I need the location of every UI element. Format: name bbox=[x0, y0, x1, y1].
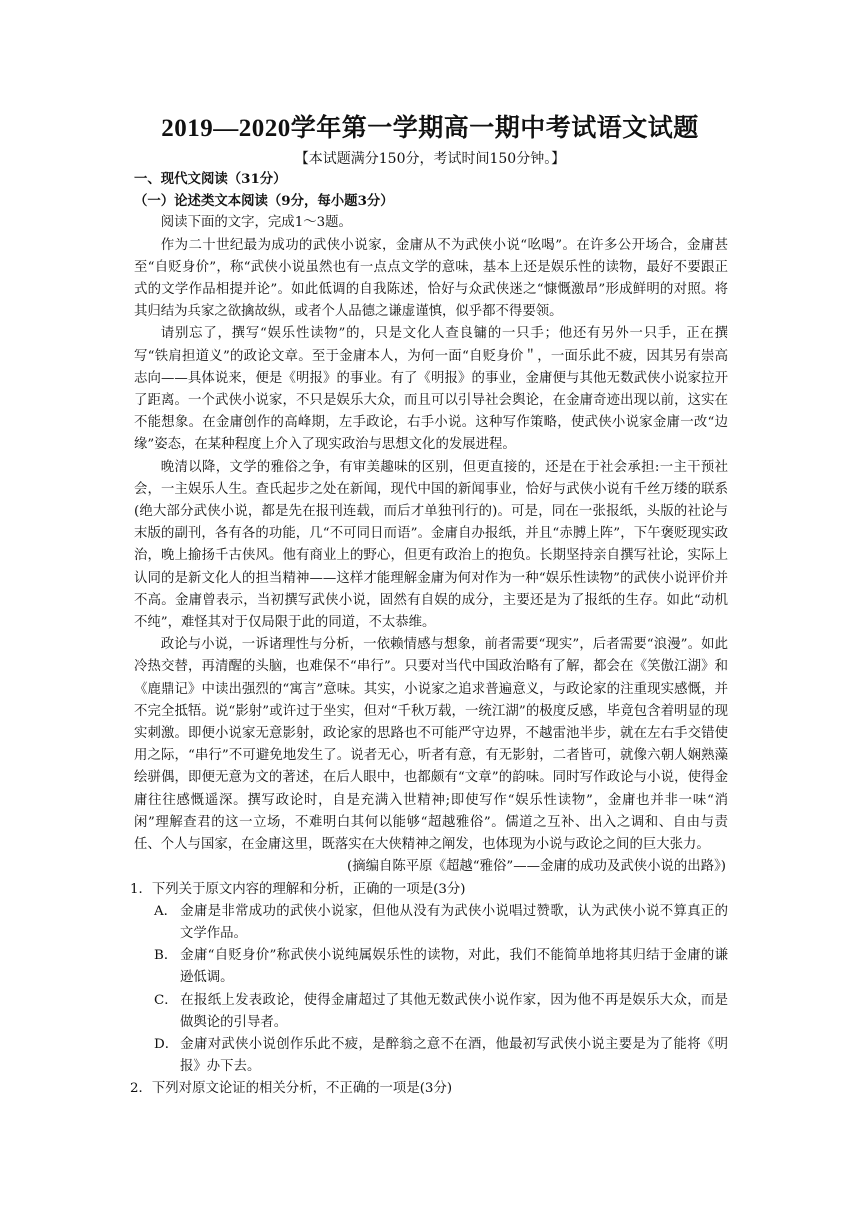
question-1-stem: 1．下列关于原文内容的理解和分析，正确的一项是(3分) bbox=[129, 881, 466, 897]
passage-paragraph-2: 请别忘了，撰写“娱乐性读物”的，只是文化人查良镛的一只手；他还有另外一只手，正在撰写“铁肩担道义”的政论文章。至于金庸本人，为何一面“自贬身价＂，一面乐此不疲，因其另有崇高志向——具体说来，便是《明报》的事业。有了《明报》的事业，金庸便与其他无数武侠小说家拉开了距离。一个武侠小说家，不只是娱乐大众，而且可以引导社会舆论，在金庸奇迹出现以前，这实在不能想象。在金庸创作的高峰期，左手政论，右手小说。这种写作策略，使武侠小说家金庸一改“边缘”姿态，在某种程度上介入了现实政治与思想文化的发展进程。 bbox=[134, 326, 728, 453]
option-text: 金庸“自贬身价”称武侠小说纯属娱乐性的读物，对此，我们不能简单地将其归结于金庸的谦逊低调。 bbox=[180, 948, 728, 986]
option-text: 在报纸上发表政论，使得金庸超过了其他无数武侠小说作家，因为他不再是娱乐大众，而是做舆论的引导者。 bbox=[180, 992, 728, 1030]
reading-instruction: 阅读下面的文字，完成1～3题。 bbox=[160, 215, 352, 231]
option-label: C． bbox=[154, 992, 178, 1008]
passage-source: (摘编自陈平原《超越“雅俗”——金庸的成功及武侠小说的出路》) bbox=[347, 859, 726, 875]
question-1-option-a bbox=[134, 901, 728, 945]
option-label: D． bbox=[154, 1036, 179, 1052]
exam-title: 2019—2020学年第一学期高一期中考试语文试题 bbox=[161, 115, 699, 142]
option-text: 金庸是非常成功的武侠小说家，但他从没有为武侠小说唱过赞歌，认为武侠小说不算真正的文学作品。 bbox=[180, 903, 728, 941]
exam-subtitle: 【本试题满分150分，考试时间150分钟。】 bbox=[294, 151, 566, 167]
passage-paragraph-3: 晚清以降，文学的雅俗之争，有审美趣味的区别，但更直接的，还是在于社会承担:一主干预社会，一主娱乐人生。查氏起步之处在新闻，现代中国的新闻事业，恰好与武侠小说有千丝万缕的联系(绝大部分武侠小说，都是先在报刊连载，而后才单独刊行的)。可是，同在一张报纸，头版的社论与末版的副刊，各有各的功能，几“不可同日而语”。金庸自办报纸，并且“赤膊上阵”，下午褒贬现实政治，晚上揄扬千古侠风。他有商业上的野心，但更有政治上的抱负。长期坚持亲自撰写社论，实际上认同的是新文化人的担当精神——这样才能理解金庸为何对作为一种“娱乐性读物”的武侠小说评价并不高。金庸曾表示，当初撰写武侠小说，固然有自娱的成分，主要还是为了报纸的生存。如此“动机不纯”，难怪其对于仅局限于此的同道，不太恭维。 bbox=[134, 459, 728, 631]
subsection-heading: （一）论述类文本阅读（9分，每小题3分） bbox=[134, 193, 394, 210]
question-1-option-b bbox=[134, 945, 728, 989]
section-heading: 一、现代文阅读（31分） bbox=[134, 171, 287, 187]
passage-paragraph-1: 作为二十世纪最为成功的武侠小说家，金庸从不为武侠小说“吆喝”。在许多公开场合，金庸甚至“自贬身价”，称“武侠小说虽然也有一点点文学的意味，基本上还是娱乐性的读物，最好不要跟正式的文学作品相提并论”。如此低调的自我陈述，恰好与众武侠迷之“慷慨激昂”形成鲜明的对照。将其归结为兵家之欲擒故纵，或者个人品德之谦虚谨慎，似乎都不得要领。 bbox=[134, 237, 728, 320]
option-label: A． bbox=[154, 903, 178, 919]
passage-paragraph-4: 政论与小说，一诉诸理性与分析，一依赖情感与想象，前者需要“现实”，后者需要“浪漫”。如此冷热交替，再清醒的头脑，也难保不“串行”。只要对当代中国政治略有了解，都会在《笑傲江湖》和《鹿鼎记》中读出强烈的“寓言”意味。其实，小说家之追求普遍意义，与政论家的注重现实感慨，并不完全抵牾。说“影射”或许过于坐实，但对“千秋万载，一统江湖”的极度反感，毕竟包含着明显的现实刺激。即便小说家无意影射，政论家的思路也不可能严守边界，不越雷池半步，就在左右手交错使用之际，“串行”不可避免地发生了。说者无心，听者有意，有无影射，二者皆可，就像六朝人娴熟藻绘骈偶，即便无意为文的著述，在后人眼中，也都颇有“文章”的韵味。同时写作政论与小说，使得金庸往往感慨遥深。撰写政论时，自是充满入世精神;即使写作“娱乐性读物”，金庸也并非一味“消闲”理解查君的这一立场，不难明白其何以能够“超越雅俗”。儒道之互补、出入之调和、自由与责任、个人与国家，在金庸这里，既落实在大侠精神之阐发，也体现为小说与政论之间的巨大张力。 bbox=[134, 637, 728, 853]
option-label: B． bbox=[154, 948, 178, 964]
exam-body bbox=[129, 168, 728, 1101]
question-2-stem: 2．下列对原文论证的相关分析，不正确的一项是(3分) bbox=[129, 1081, 453, 1097]
option-text: 金庸对武侠小说创作乐此不疲，是醉翁之意不在酒，他最初写武侠小说主要是为了能将《明报》办下去。 bbox=[180, 1036, 728, 1075]
question-1-option-c bbox=[134, 990, 728, 1034]
question-1-option-d bbox=[134, 1034, 728, 1078]
